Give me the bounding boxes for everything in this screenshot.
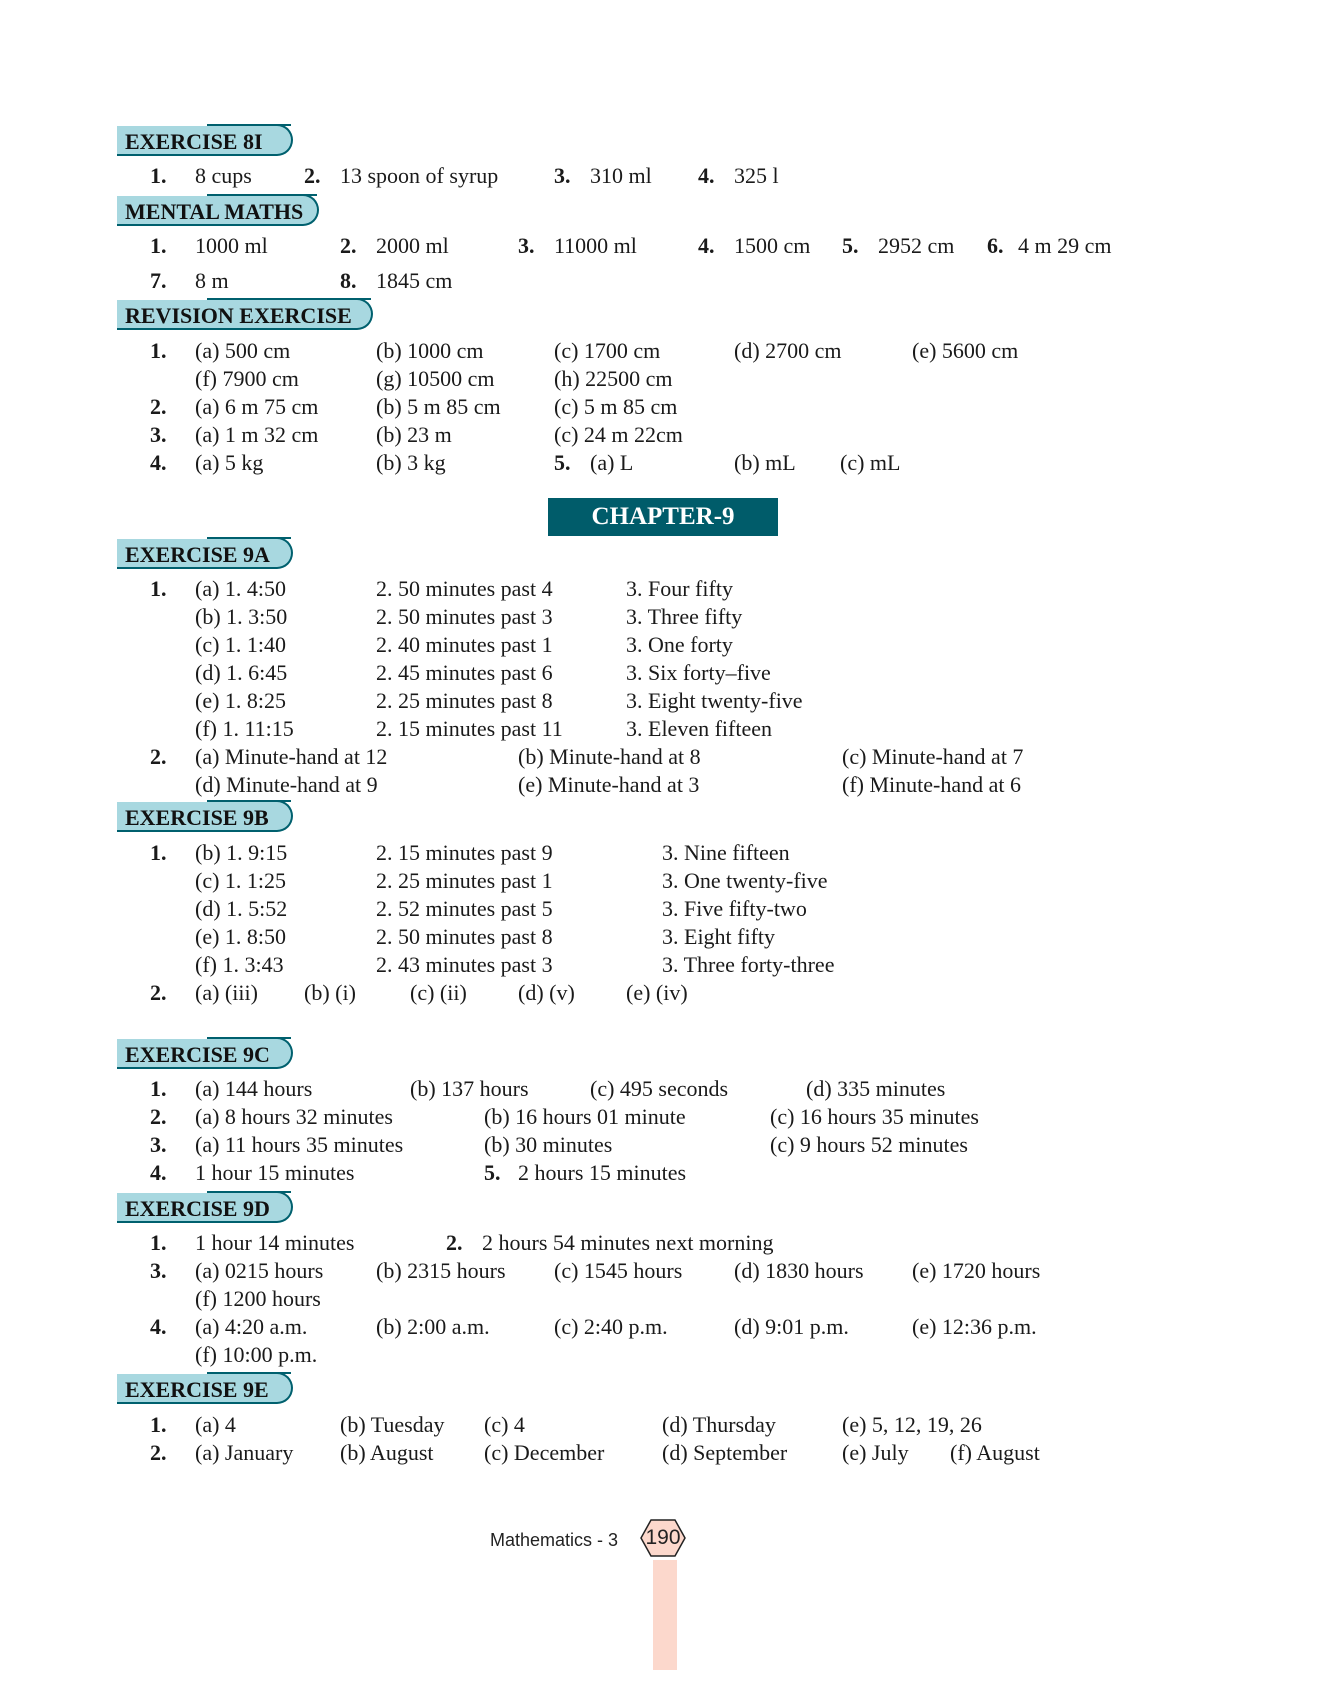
answer-text: 4 m 29 cm xyxy=(1018,233,1112,258)
section-header-exercise-9d: EXERCISE 9D xyxy=(117,1191,293,1223)
answer-text: 2 hours 54 minutes next morning xyxy=(482,1230,774,1255)
answer-number: 6. xyxy=(987,233,1004,258)
answer-text: (a) 11 hours 35 minutes xyxy=(195,1132,404,1157)
answer-text: 3. One twenty-five xyxy=(662,868,828,893)
answer-number: 4. xyxy=(150,1160,167,1185)
section-header-revision-exercise: REVISION EXERCISE xyxy=(117,298,373,330)
answer-number: 4. xyxy=(150,450,167,475)
section-header-exercise-9c: EXERCISE 9C xyxy=(117,1037,293,1069)
answer-text: (e) 1720 hours xyxy=(912,1258,1041,1283)
answer-text: 1 hour 14 minutes xyxy=(195,1230,355,1255)
answer-text: (g) 10500 cm xyxy=(376,366,495,391)
answer-text: (e) 1. 8:50 xyxy=(195,924,287,949)
answer-text: 8 m xyxy=(195,268,229,293)
answer-text: (b) Tuesday xyxy=(340,1412,445,1437)
answer-number: 3. xyxy=(554,163,571,188)
answer-text: 2. 15 minutes past 9 xyxy=(376,840,553,865)
answer-text: 3. Eight twenty-five xyxy=(626,688,803,713)
answer-text: 3. Six forty–five xyxy=(626,660,771,685)
answer-text: 1000 ml xyxy=(195,233,268,258)
answer-text: (b) 5 m 85 cm xyxy=(376,394,501,419)
answer-text: (c) 1700 cm xyxy=(554,338,661,363)
answer-number: 4. xyxy=(698,163,715,188)
answer-text: 3. One forty xyxy=(626,632,733,657)
answer-text: (a) 8 hours 32 minutes xyxy=(195,1104,393,1129)
answer-text: (f) 1. 3:43 xyxy=(195,952,284,977)
answer-number: 2. xyxy=(150,394,167,419)
answer-number: 5. xyxy=(554,450,571,475)
answer-text: (b) 1. 9:15 xyxy=(195,840,288,865)
answer-text: 3. Four fifty xyxy=(626,576,733,601)
answer-text: 2. 25 minutes past 8 xyxy=(376,688,553,713)
answer-number: 5. xyxy=(484,1160,501,1185)
answer-text: (d) 1. 5:52 xyxy=(195,896,288,921)
answer-text: (c) 1. 1:25 xyxy=(195,868,287,893)
answer-text: 1 hour 15 minutes xyxy=(195,1160,355,1185)
answer-text: (c) mL xyxy=(840,450,901,475)
section-header-exercise-9a: EXERCISE 9A xyxy=(117,537,293,569)
answer-text: (d) Thursday xyxy=(662,1412,776,1437)
answer-number: 7. xyxy=(150,268,167,293)
answer-text: 2 hours 15 minutes xyxy=(518,1160,687,1185)
answer-text: 3. Three fifty xyxy=(626,604,743,629)
answer-text: (b) (i) xyxy=(304,980,356,1005)
answer-text: (c) 16 hours 35 minutes xyxy=(770,1104,979,1129)
answer-number: 3. xyxy=(150,1258,167,1283)
answer-text: (c) (ii) xyxy=(410,980,467,1005)
answer-text: (c) 5 m 85 cm xyxy=(554,394,678,419)
answer-number: 4. xyxy=(698,233,715,258)
chapter-title: CHAPTER-9 xyxy=(548,498,778,536)
answer-text: (c) 1545 hours xyxy=(554,1258,683,1283)
decorative-strip xyxy=(653,1560,677,1670)
page-number xyxy=(640,1518,686,1558)
answer-text: (e) Minute-hand at 3 xyxy=(518,772,700,797)
answer-text: (a) 1. 4:50 xyxy=(195,576,287,601)
answer-number: 3. xyxy=(150,422,167,447)
section-header-exercise-9b: EXERCISE 9B xyxy=(117,800,293,832)
answer-text: (c) 2:40 p.m. xyxy=(554,1314,668,1339)
answer-number: 1. xyxy=(150,338,167,363)
section-header-exercise-8i: EXERCISE 8I xyxy=(117,124,293,156)
answer-text: (d) 9:01 p.m. xyxy=(734,1314,849,1339)
answer-text: (d) (v) xyxy=(518,980,575,1005)
answer-text: 3. Eleven fifteen xyxy=(626,716,772,741)
answer-text: (a) 0215 hours xyxy=(195,1258,324,1283)
answer-text: (d) 2700 cm xyxy=(734,338,842,363)
answer-text: (f) 1. 11:15 xyxy=(195,716,294,741)
answer-number: 2. xyxy=(150,1104,167,1129)
answer-text: (e) July xyxy=(842,1440,909,1465)
answer-number: 4. xyxy=(150,1314,167,1339)
answer-text: (e) (iv) xyxy=(626,980,688,1005)
answer-text: (d) 335 minutes xyxy=(806,1076,946,1101)
answer-text: (f) 1200 hours xyxy=(195,1286,321,1311)
answer-text: (c) 1. 1:40 xyxy=(195,632,287,657)
answer-text: (a) 144 hours xyxy=(195,1076,313,1101)
answer-text: 2. 40 minutes past 1 xyxy=(376,632,553,657)
answer-text: 3. Three forty-three xyxy=(662,952,835,977)
answer-text: (d) 1830 hours xyxy=(734,1258,864,1283)
answer-number: 2. xyxy=(150,744,167,769)
answer-number: 2. xyxy=(150,1440,167,1465)
answer-number: 1. xyxy=(150,1230,167,1255)
answer-text: (b) 2315 hours xyxy=(376,1258,506,1283)
section-header-mental-maths: MENTAL MATHS xyxy=(117,194,319,226)
answer-text: (d) September xyxy=(662,1440,788,1465)
answer-number: 2. xyxy=(304,163,321,188)
answer-text: (d) 1. 6:45 xyxy=(195,660,288,685)
answer-text: 2952 cm xyxy=(878,233,955,258)
answer-text: (b) 1000 cm xyxy=(376,338,484,363)
answer-number: 1. xyxy=(150,840,167,865)
answer-text: (f) 7900 cm xyxy=(195,366,299,391)
answer-text: (b) 3 kg xyxy=(376,450,446,475)
answer-text: 3. Eight fifty xyxy=(662,924,776,949)
answer-number: 3. xyxy=(518,233,535,258)
answer-text: 2. 50 minutes past 8 xyxy=(376,924,553,949)
answer-text: (a) 1 m 32 cm xyxy=(195,422,319,447)
answer-number: 2. xyxy=(446,1230,463,1255)
answer-text: 2. 45 minutes past 6 xyxy=(376,660,553,685)
answer-text: (c) 24 m 22cm xyxy=(554,422,683,447)
answer-number: 1. xyxy=(150,233,167,258)
answer-text: (b) 1. 3:50 xyxy=(195,604,288,629)
answer-text: (b) 30 minutes xyxy=(484,1132,613,1157)
answer-text: (c) Minute-hand at 7 xyxy=(842,744,1024,769)
answer-text: (f) 10:00 p.m. xyxy=(195,1342,318,1367)
answer-text: (b) 16 hours 01 minute xyxy=(484,1104,686,1129)
answer-text: (a) 4 xyxy=(195,1412,236,1437)
answer-text: (e) 5600 cm xyxy=(912,338,1019,363)
answer-text: (e) 5, 12, 19, 26 xyxy=(842,1412,982,1437)
answer-text: (a) 5 kg xyxy=(195,450,264,475)
answer-text: 325 l xyxy=(734,163,779,188)
answer-text: (b) 2:00 a.m. xyxy=(376,1314,490,1339)
answer-text: (c) 495 seconds xyxy=(590,1076,729,1101)
answer-text: (b) 137 hours xyxy=(410,1076,529,1101)
answer-number: 1. xyxy=(150,576,167,601)
answer-text: 1500 cm xyxy=(734,233,811,258)
answer-text: (f) August xyxy=(950,1440,1040,1465)
answer-number: 2. xyxy=(150,980,167,1005)
answer-text: 1845 cm xyxy=(376,268,453,293)
answer-text: 2000 ml xyxy=(376,233,449,258)
answer-text: 2. 15 minutes past 11 xyxy=(376,716,563,741)
answer-number: 1. xyxy=(150,1076,167,1101)
answer-number: 1. xyxy=(150,1412,167,1437)
page-number-text: 190 xyxy=(645,1526,681,1549)
answer-text: (h) 22500 cm xyxy=(554,366,673,391)
answer-text: 310 ml xyxy=(590,163,652,188)
answer-text: (f) Minute-hand at 6 xyxy=(842,772,1021,797)
answer-text: 2. 25 minutes past 1 xyxy=(376,868,553,893)
answer-number: 8. xyxy=(340,268,357,293)
section-header-exercise-9e: EXERCISE 9E xyxy=(117,1372,293,1404)
answer-text: (a) 500 cm xyxy=(195,338,291,363)
answer-text: (b) 23 m xyxy=(376,422,452,447)
answer-text: (b) mL xyxy=(734,450,796,475)
answer-text: 8 cups xyxy=(195,163,252,188)
answer-text: (a) January xyxy=(195,1440,294,1465)
answer-text: 2. 52 minutes past 5 xyxy=(376,896,553,921)
answer-text: (e) 1. 8:25 xyxy=(195,688,287,713)
answer-text: (d) Minute-hand at 9 xyxy=(195,772,378,797)
answer-text: (a) 6 m 75 cm xyxy=(195,394,319,419)
answer-text: (b) August xyxy=(340,1440,434,1465)
book-title: Mathematics - 3 xyxy=(490,1530,619,1550)
answer-text: (a) L xyxy=(590,450,634,475)
answer-number: 3. xyxy=(150,1132,167,1157)
answer-number: 1. xyxy=(150,163,167,188)
answer-text: (e) 12:36 p.m. xyxy=(912,1314,1037,1339)
answer-text: 13 spoon of syrup xyxy=(340,163,499,188)
answer-text: (a) (iii) xyxy=(195,980,258,1005)
answer-text: 2. 50 minutes past 3 xyxy=(376,604,553,629)
answer-text: 2. 50 minutes past 4 xyxy=(376,576,553,601)
answer-text: (b) Minute-hand at 8 xyxy=(518,744,701,769)
answer-text: 2. 43 minutes past 3 xyxy=(376,952,553,977)
answer-text: 3. Five fifty-two xyxy=(662,896,807,921)
answer-number: 5. xyxy=(842,233,859,258)
answer-text: 3. Nine fifteen xyxy=(662,840,790,865)
answer-number: 2. xyxy=(340,233,357,258)
answer-text: (a) 4:20 a.m. xyxy=(195,1314,308,1339)
answer-text: 11000 ml xyxy=(554,233,637,258)
answer-text: (a) Minute-hand at 12 xyxy=(195,744,388,769)
answer-text: (c) 9 hours 52 minutes xyxy=(770,1132,968,1157)
answer-text: (c) December xyxy=(484,1440,605,1465)
answer-text: (c) 4 xyxy=(484,1412,525,1437)
